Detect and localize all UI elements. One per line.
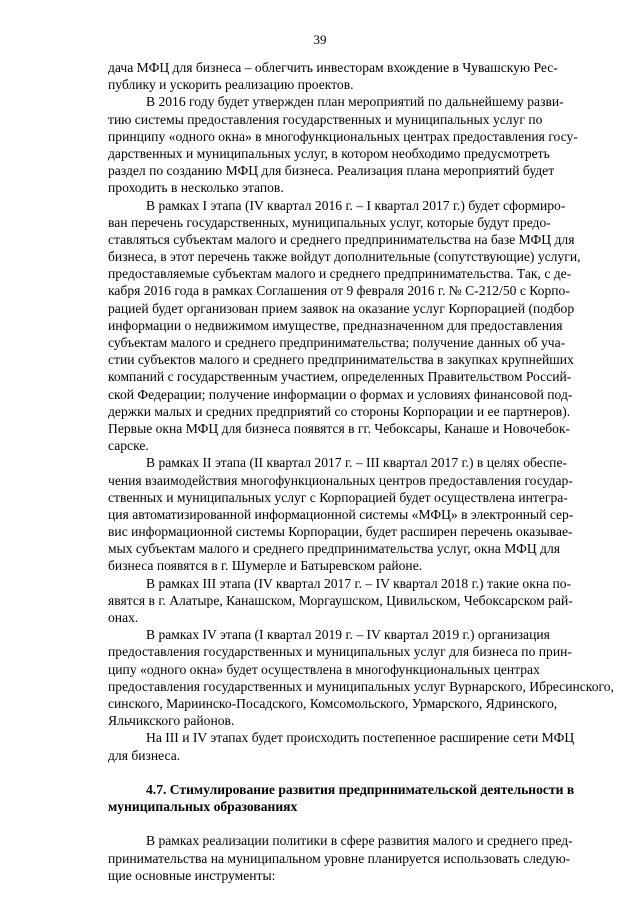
text-line: субъектам малого и среднего предпринимательства; получение данных об уча-: [108, 335, 566, 350]
text-line: информации о недвижимом имуществе, предназначенном для предоставления: [108, 317, 563, 333]
text-line: синского, Мариинско-Посадского, Комсомольского, Урмарского, Ядринского,: [108, 695, 558, 711]
page-number: 39: [313, 32, 327, 47]
text-line: рацией будет организован прием заявок на оказание услуг Корпорацией (подбор: [108, 300, 575, 316]
text-line: онах.: [108, 610, 139, 625]
spacer: [108, 815, 538, 832]
paragraph-7: [108, 729, 575, 763]
text-line: для бизнеса.: [108, 747, 181, 763]
text-line: Первые окна МФЦ для бизнеса появятся в гг. Чебоксары, Канаше и Новочебок-: [108, 420, 571, 436]
text-line: В рамках реализации политики в сфере развития малого и среднего пред-: [146, 833, 573, 849]
text-line: явятся в г. Алатыре, Канашском, Моргаушском, Цивильском, Чебоксарском рай-: [108, 592, 573, 608]
text-line: кабря 2016 года в рамках Соглашения от 9 февраля 2016 г. № С-212/50 с Корпо-: [108, 283, 570, 299]
spacer: [108, 764, 538, 781]
text-line: В 2016 году будет утвержден план мероприятий по дальнейшему разви-: [146, 94, 564, 110]
text-line: В рамках II этапа (II квартал 2017 г. – III квартал 2017 г.) в целях обеспе-: [146, 455, 568, 471]
text-line: вис информационной системы Корпорации, будет расширен перечень оказывае-: [108, 524, 573, 540]
text-line: ской Федерации; получение информации о формах и условиях финансовой под-: [108, 386, 573, 402]
text-line: публику и ускорить реализацию проектов.: [108, 77, 354, 93]
text-line: ственных и муниципальных услуг с Корпорацией будет осуществлена интегра-: [108, 489, 568, 505]
text-line: бизнеса, в этот перечень также войдут дополнительные (сопутствующие) услуги,: [108, 249, 581, 265]
text-line: щие основные инструменты:: [108, 867, 276, 883]
text-line: компаний с государственным участием, определенных Правительством Россий-: [108, 369, 572, 385]
text-line: ция автоматизированной информационной системы «МФЦ» в электронный сер-: [108, 506, 574, 522]
text-line: принимательства на муниципальном уровне планируется использовать следую-: [108, 850, 571, 866]
document-body: [108, 59, 614, 884]
text-line: предоставления государственных и муниципальных услуг для бизнеса по прин-: [108, 644, 572, 660]
paragraph-5: [108, 575, 573, 627]
text-line: предоставляемые субъектам малого и среднего предпринимательства. Так, с де-: [108, 266, 572, 282]
text-line: дача МФЦ для бизнеса – облегчить инвесторам вхождение в Чувашскую Рес-: [108, 60, 558, 75]
text-line: чения взаимодействия многофункциональных центров предоставления государ-: [108, 472, 573, 488]
paragraph-final: [108, 832, 573, 884]
text-line: предоставления государственных и муниципальных услуг Вурнарского, Ибресинского,: [108, 678, 614, 694]
text-line: принципу «одного окна» в многофункциональных центрах предоставления госу-: [108, 128, 578, 144]
text-line: стии субъектов малого и среднего предпринимательства в закупках крупнейших: [108, 352, 574, 368]
text-line: мых субъектам малого и среднего предпринимательства услуг, окна МФЦ для: [108, 541, 561, 557]
section-heading: [108, 781, 575, 815]
paragraph-1: [108, 59, 558, 93]
paragraph-4: [108, 454, 574, 574]
text-line: ван перечень государственных, муниципальных услуг, которые будут предо-: [108, 214, 551, 230]
text-line: На III и IV этапах будет происходить постепенное расширение сети МФЦ: [146, 730, 575, 746]
text-line: ставляться субъектам малого и среднего предпринимательства на базе МФЦ для: [108, 231, 575, 247]
text-line: дарственных и муниципальных услуг, в котором необходимо предусмотреть: [108, 145, 550, 161]
text-line: проходить в несколько этапов.: [108, 180, 284, 196]
text-line: сарске.: [108, 438, 149, 454]
paragraph-6: [108, 626, 614, 729]
heading-line: 4.7. Стимулирование развития предпринимательской деятельности в: [146, 781, 575, 797]
paragraph-3: [108, 197, 581, 455]
heading-line: муниципальных образованиях: [108, 799, 298, 815]
text-line: В рамках I этапа (IV квартал 2016 г. – I квартал 2017 г.) будет сформиро-: [146, 197, 566, 213]
text-line: В рамках IV этапа (I квартал 2019 г. – IV квартал 2019 г.) организация: [146, 627, 550, 643]
text-line: В рамках III этапа (IV квартал 2017 г. – IV квартал 2018 г.) такие окна по-: [146, 575, 572, 591]
text-line: раздел по созданию МФЦ для бизнеса. Реализация плана мероприятий будет: [108, 163, 555, 179]
text-line: Яльчикского районов.: [108, 713, 235, 729]
text-line: тию системы предоставления государственных и муниципальных услуг по: [108, 111, 543, 127]
text-line: бизнеса появятся в г. Шумерле и Батыревском районе.: [108, 558, 423, 574]
paragraph-2: [108, 93, 578, 196]
text-line: держки малых и средних предприятий со стороны Корпорации и ее партнеров).: [108, 403, 571, 419]
text-line: ципу «одного окна» будет осуществлена в многофункциональных центрах: [108, 661, 540, 677]
